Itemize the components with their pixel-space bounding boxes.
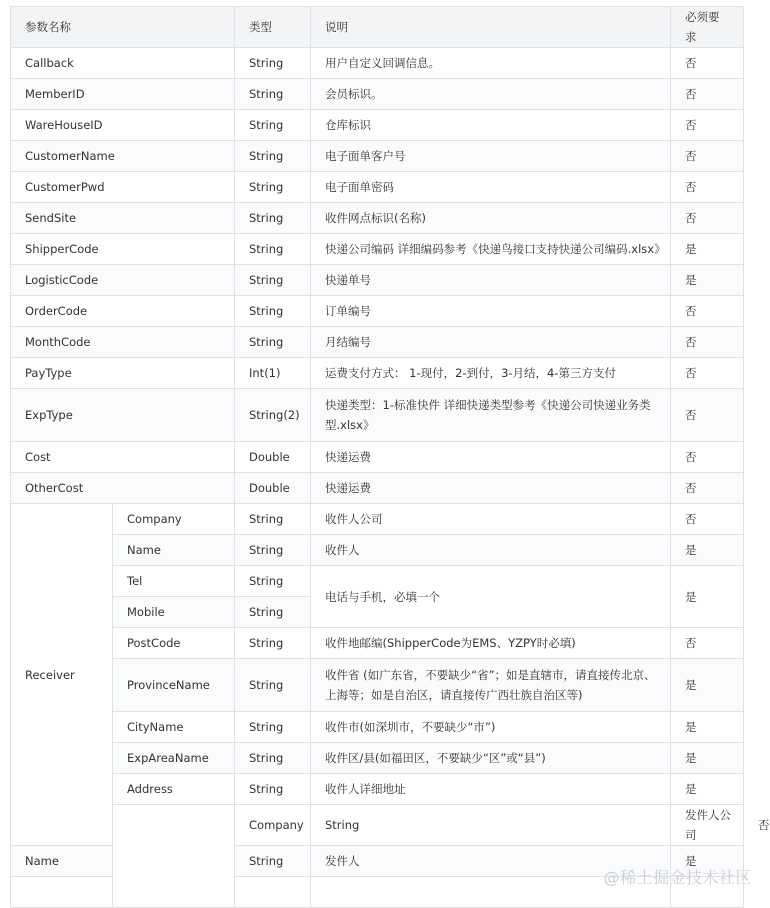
table-row [11, 628, 744, 659]
param-name: Company [113, 504, 235, 535]
table-row [11, 265, 744, 296]
param-name: ProvinceName [113, 659, 235, 712]
param-name: Callback [11, 48, 235, 79]
param-type: String [235, 504, 311, 535]
param-required: 否 [671, 110, 744, 141]
param-description: 订单编号 [311, 296, 671, 327]
table-row [11, 172, 744, 203]
param-type: String [235, 234, 311, 265]
header-description: 说明 [311, 7, 671, 48]
param-name: Name [113, 535, 235, 566]
table-row [11, 504, 744, 535]
param-name: MemberID [11, 79, 235, 110]
param-description: 收件网点标识(名称) [311, 203, 671, 234]
table-row [11, 234, 744, 265]
table-row: Company String 发件人公司 否 [11, 805, 744, 846]
param-type: String [235, 712, 311, 743]
param-description: 快递运费 [311, 442, 671, 473]
param-name: Address [113, 774, 235, 805]
param-name: Name [11, 846, 113, 877]
param-type: String [235, 743, 311, 774]
param-name: OtherCost [11, 473, 235, 504]
param-type: Int(1) [235, 358, 311, 389]
header-type: 类型 [235, 7, 311, 48]
param-name: ExpAreaName [113, 743, 235, 774]
table-row [11, 110, 744, 141]
param-type: String [311, 805, 671, 846]
param-type: String [235, 846, 311, 877]
param-name: ShipperCode [11, 234, 235, 265]
param-description: 收件省 (如广东省，不要缺少“省”；如是直辖市，请直接传北京、上海等；如是自治区，请直接传广西壮族自治区等) [311, 659, 671, 712]
header-param-name: 参数名称 [11, 7, 235, 48]
param-name: Company [235, 805, 311, 846]
param-type: String [235, 535, 311, 566]
param-description: 快递类型：1-标准快件 详细快递类型参考《快递公司快递业务类型.xlsx》 [311, 389, 671, 442]
table-row [11, 712, 744, 743]
table-row [11, 79, 744, 110]
receiver-group-label: Receiver [11, 504, 113, 846]
param-required: 否 [671, 296, 744, 327]
param-description: 收件区/县(如福田区，不要缺少“区”或“县”) [311, 743, 671, 774]
param-type: String [235, 566, 311, 597]
param-type: String [235, 265, 311, 296]
table-row [11, 473, 744, 504]
param-required: 否 [671, 358, 744, 389]
param-name: SendSite [11, 203, 235, 234]
table-row [11, 774, 744, 805]
param-description: 用户自定义回调信息。 [311, 48, 671, 79]
param-type: String [235, 327, 311, 358]
param-required: 是 [671, 234, 744, 265]
param-required: 是 [671, 566, 744, 628]
param-description: 发件人公司 [671, 805, 744, 846]
param-name: Tel [113, 566, 235, 597]
table-row [11, 535, 744, 566]
param-required: 否 [671, 473, 744, 504]
param-required: 是 [671, 535, 744, 566]
param-description: 收件地邮编(ShipperCode为EMS、YZPY时必填) [311, 628, 671, 659]
watermark: @稀土掘金技术社区 [603, 868, 752, 887]
param-description: 月结编号 [311, 327, 671, 358]
table-row [11, 389, 744, 442]
param-description: 发件人 [311, 846, 671, 877]
table-header-row [11, 7, 744, 48]
table-row [11, 203, 744, 234]
param-description: 会员标识。 [311, 79, 671, 110]
param-name: CityName [113, 712, 235, 743]
param-name: OrderCode [11, 296, 235, 327]
param-name: CustomerName [11, 141, 235, 172]
param-required: 是 [671, 265, 744, 296]
param-type: String [235, 296, 311, 327]
table-row [11, 141, 744, 172]
param-required: 否 [671, 141, 744, 172]
param-required: 否 [671, 203, 744, 234]
param-type: String [235, 774, 311, 805]
param-description: 收件市(如深圳市，不要缺少“市”) [311, 712, 671, 743]
param-name: WareHouseID [11, 110, 235, 141]
param-required: 否 [671, 628, 744, 659]
param-type: Double [235, 473, 311, 504]
param-required: 否 [671, 389, 744, 442]
param-type: String [235, 203, 311, 234]
param-description: 运费支付方式： 1-现付，2-到付，3-月结，4-第三方支付 [311, 358, 671, 389]
param-description: 仓库标识 [311, 110, 671, 141]
param-name: Mobile [113, 597, 235, 628]
param-type: String [235, 628, 311, 659]
param-description: 电话与手机，必填一个 [311, 566, 671, 628]
param-name: PostCode [113, 628, 235, 659]
param-required: 否 [671, 48, 744, 79]
table-row [11, 442, 744, 473]
param-required: 是 [671, 712, 744, 743]
param-required: 是 [671, 846, 744, 877]
header-required: 必须要求 [671, 7, 744, 48]
table-row [11, 48, 744, 79]
param-description: 电子面单密码 [311, 172, 671, 203]
param-type: String [235, 141, 311, 172]
param-type: Double [235, 442, 311, 473]
param-type: String [235, 79, 311, 110]
table-row [11, 566, 744, 597]
sender-group-label [113, 805, 235, 908]
param-description: 快递运费 [311, 473, 671, 504]
param-description: 收件人 [311, 535, 671, 566]
param-description: 快递公司编码 详细编码参考《快递鸟接口支持快递公司编码.xlsx》 [311, 234, 671, 265]
param-name: PayType [11, 358, 235, 389]
param-description: 电子面单客户号 [311, 141, 671, 172]
param-required: 是 [671, 659, 744, 712]
param-description: 快递单号 [311, 265, 671, 296]
param-type: String [235, 48, 311, 79]
param-required: 否 [671, 79, 744, 110]
param-name: LogisticCode [11, 265, 235, 296]
param-name: CustomerPwd [11, 172, 235, 203]
table-row [11, 743, 744, 774]
param-required: 否 [671, 172, 744, 203]
param-required: 否 [671, 504, 744, 535]
param-required: 否 [671, 442, 744, 473]
param-type: String [235, 172, 311, 203]
param-name: Cost [11, 442, 235, 473]
param-type: String(2) [235, 389, 311, 442]
param-required: 否 [671, 327, 744, 358]
param-description: 收件人详细地址 [311, 774, 671, 805]
parameter-table [10, 6, 770, 908]
param-name: ExpType [11, 389, 235, 442]
param-type: String [235, 659, 311, 712]
table-row [11, 327, 744, 358]
table-row [11, 659, 744, 712]
param-type: String [235, 110, 311, 141]
table-row [11, 296, 744, 327]
param-required: 是 [671, 743, 744, 774]
param-description: 收件人公司 [311, 504, 671, 535]
param-name: MonthCode [11, 327, 235, 358]
table-row [11, 358, 744, 389]
param-required: 是 [671, 774, 744, 805]
param-type: String [235, 597, 311, 628]
